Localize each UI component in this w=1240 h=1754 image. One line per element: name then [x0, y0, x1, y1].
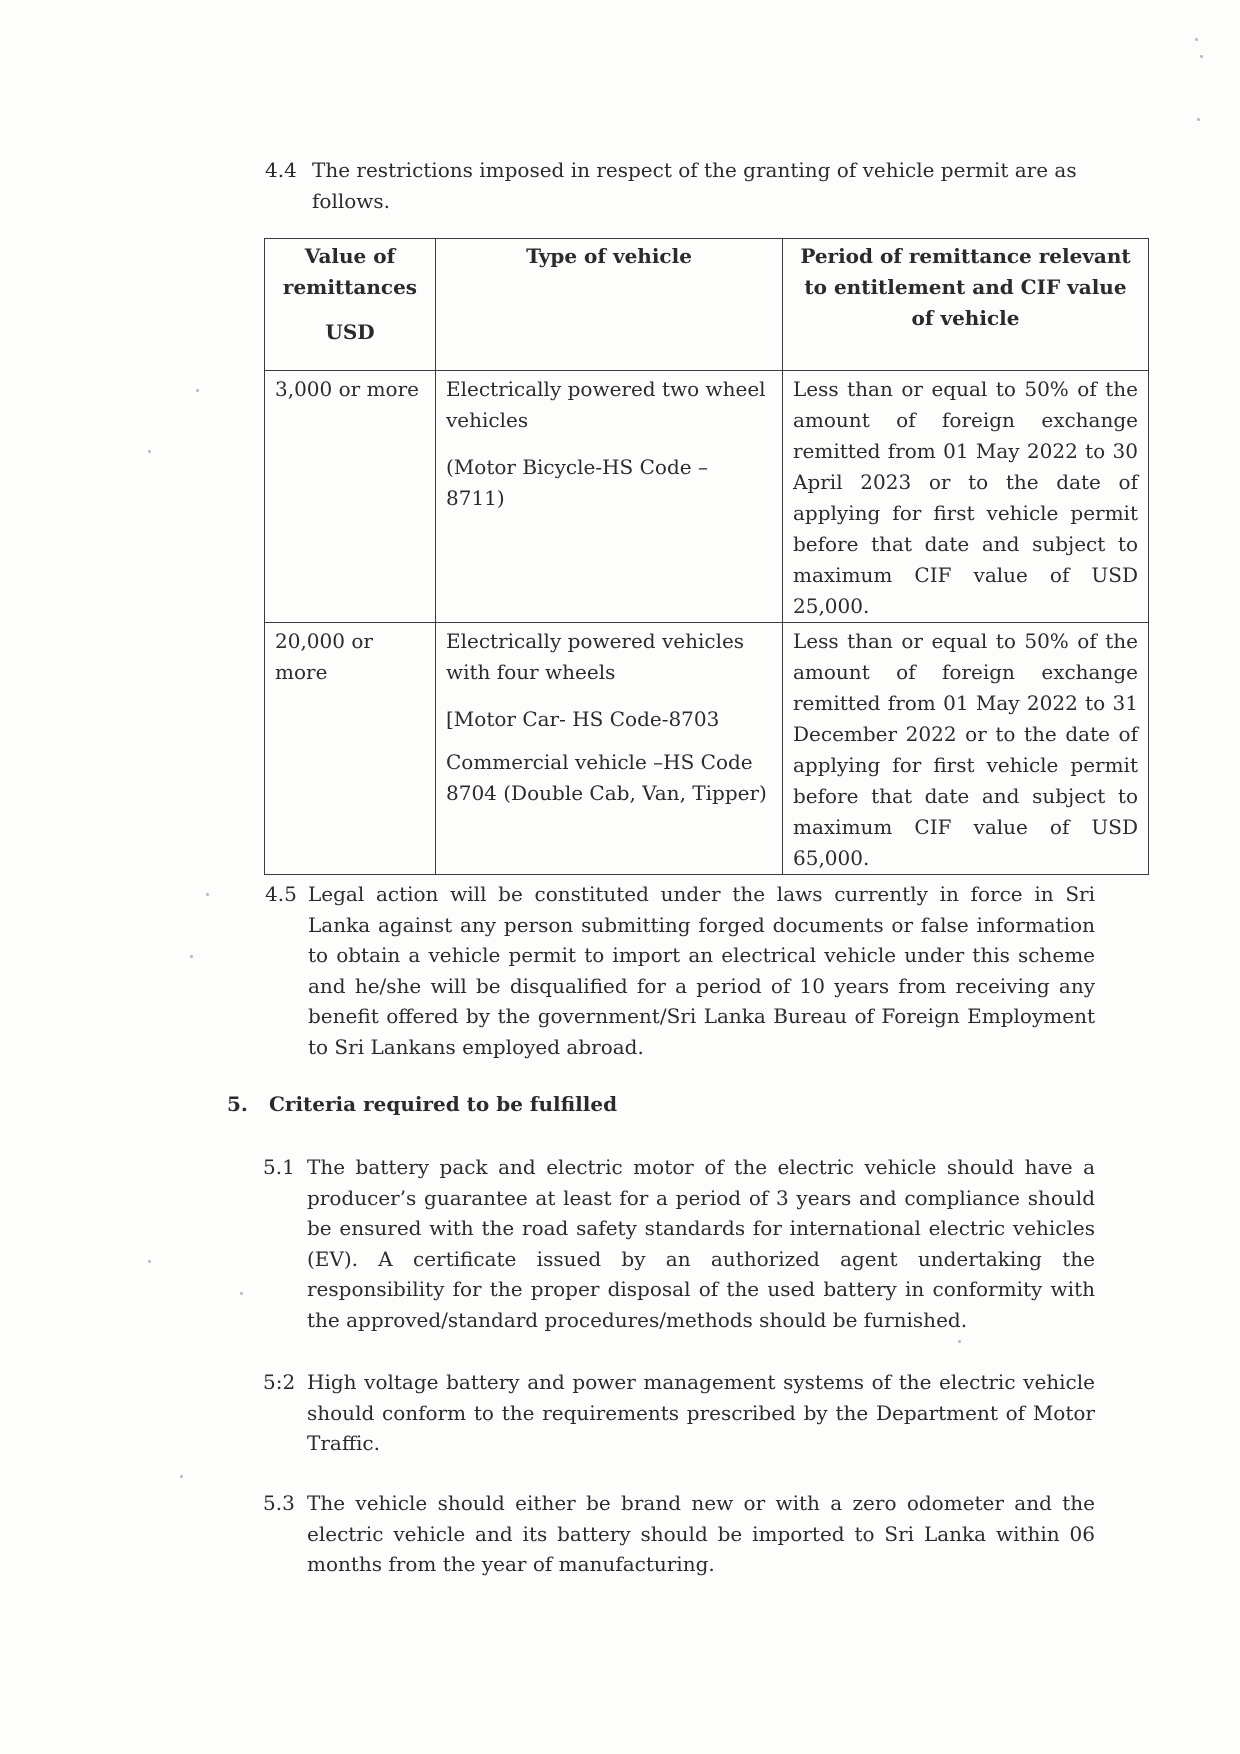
- scan-speck: [180, 1475, 183, 1478]
- scan-speck: [148, 450, 151, 453]
- scan-speck: [1195, 38, 1198, 41]
- section-text: Legal action will be constituted under the laws currently in force in Sri Lanka against any person submitting forged documents or false information to obtain a vehicle permit to import an electrical vehicle under this scheme and he/she will be disqualified for a period of 10 years from receiving any benefit offered by the government/Sri Lanka Bureau of Foreign Employment to Sri Lankans employed abroad.: [308, 882, 1095, 1059]
- section-number: 5:2: [263, 1370, 296, 1394]
- section-number: 4.4: [265, 158, 297, 182]
- cell-remittance-period: Less than or equal to 50% of the amount of foreign exchange remitted from 01 May 2022 to 30 April 2023 or to the date of applying for first vehicle permit before that date and subject to maximum CIF value of USD 25,000.: [783, 371, 1149, 623]
- cell-vehicle-type: [436, 623, 783, 875]
- cell-remittance-period: Less than or equal to 50% of the amount of foreign exchange remitted from 01 May 2022 to 31 December 2022 or to the date of applying for first vehicle permit before that date and subject to maximum CIF value of USD 65,000.: [783, 623, 1149, 875]
- section-number: 5.3: [263, 1491, 295, 1515]
- table-row: [265, 371, 1149, 623]
- header-label: Value of remittances: [282, 244, 418, 299]
- header-type-of-vehicle: Type of vehicle: [436, 239, 783, 371]
- table-header-row: [265, 239, 1149, 371]
- vehicle-type-line: (Motor Bicycle-HS Code – 8711): [446, 455, 708, 510]
- scan-speck: [190, 955, 193, 958]
- header-unit: USD: [325, 320, 375, 344]
- vehicle-type-line: Electrically powered two wheel vehicles: [446, 377, 766, 432]
- vehicle-type-line: [Motor Car- HS Code-8703: [446, 707, 720, 731]
- heading-title: Criteria required to be fulfilled: [269, 1092, 618, 1116]
- cell-vehicle-type: [436, 371, 783, 623]
- section-5-2: [263, 1367, 1095, 1459]
- cell-remittance-value: 3,000 or more: [265, 371, 436, 623]
- section-5-heading: [227, 1092, 617, 1116]
- heading-number: 5.: [227, 1092, 248, 1116]
- section-text: The restrictions imposed in respect of the granting of vehicle permit are as follows.: [312, 158, 1077, 213]
- scan-speck: [196, 389, 199, 392]
- vehicle-type-line: Commercial vehicle –HS Code 8704 (Double Cab, Van, Tipper): [446, 750, 767, 805]
- vehicle-type-line: Electrically powered vehicles with four wheels: [446, 629, 745, 684]
- section-4-5: [265, 879, 1095, 1062]
- section-number: 5.1: [263, 1155, 295, 1179]
- scan-speck: [240, 1292, 243, 1295]
- section-5-3: [263, 1488, 1095, 1580]
- section-4-4: [265, 155, 1095, 216]
- section-text: High voltage battery and power management systems of the electric vehicle should conform to the requirements prescribed by the Department of Motor Traffic.: [307, 1370, 1095, 1455]
- scan-speck: [1200, 55, 1203, 58]
- vehicle-permit-restrictions-table: [264, 238, 1149, 875]
- scan-speck: [206, 893, 209, 896]
- scan-speck: [148, 1260, 151, 1263]
- cell-remittance-value: 20,000 or more: [265, 623, 436, 875]
- section-text: The vehicle should either be brand new or with a zero odometer and the electric vehicle and its battery should be imported to Sri Lanka within 06 months from the year of manufacturing.: [307, 1491, 1095, 1576]
- scan-speck: [958, 1340, 961, 1343]
- section-5-1: [263, 1152, 1095, 1335]
- section-text: The battery pack and electric motor of the electric vehicle should have a producer’s guarantee at least for a period of 3 years and compliance should be ensured with the road safety standards for international electric vehicles (EV). A certificate issued by an authorized agent undertaking the responsibility for the proper disposal of the used battery in conformity with the approved/standard procedures/methods should be furnished.: [307, 1155, 1095, 1332]
- table-row: [265, 623, 1149, 875]
- header-period-of-remittance: Period of remittance relevant to entitlement and CIF value of vehicle: [783, 239, 1149, 371]
- scan-speck: [1197, 118, 1200, 121]
- section-number: 4.5: [265, 882, 297, 906]
- header-value-of-remittances: [265, 239, 436, 371]
